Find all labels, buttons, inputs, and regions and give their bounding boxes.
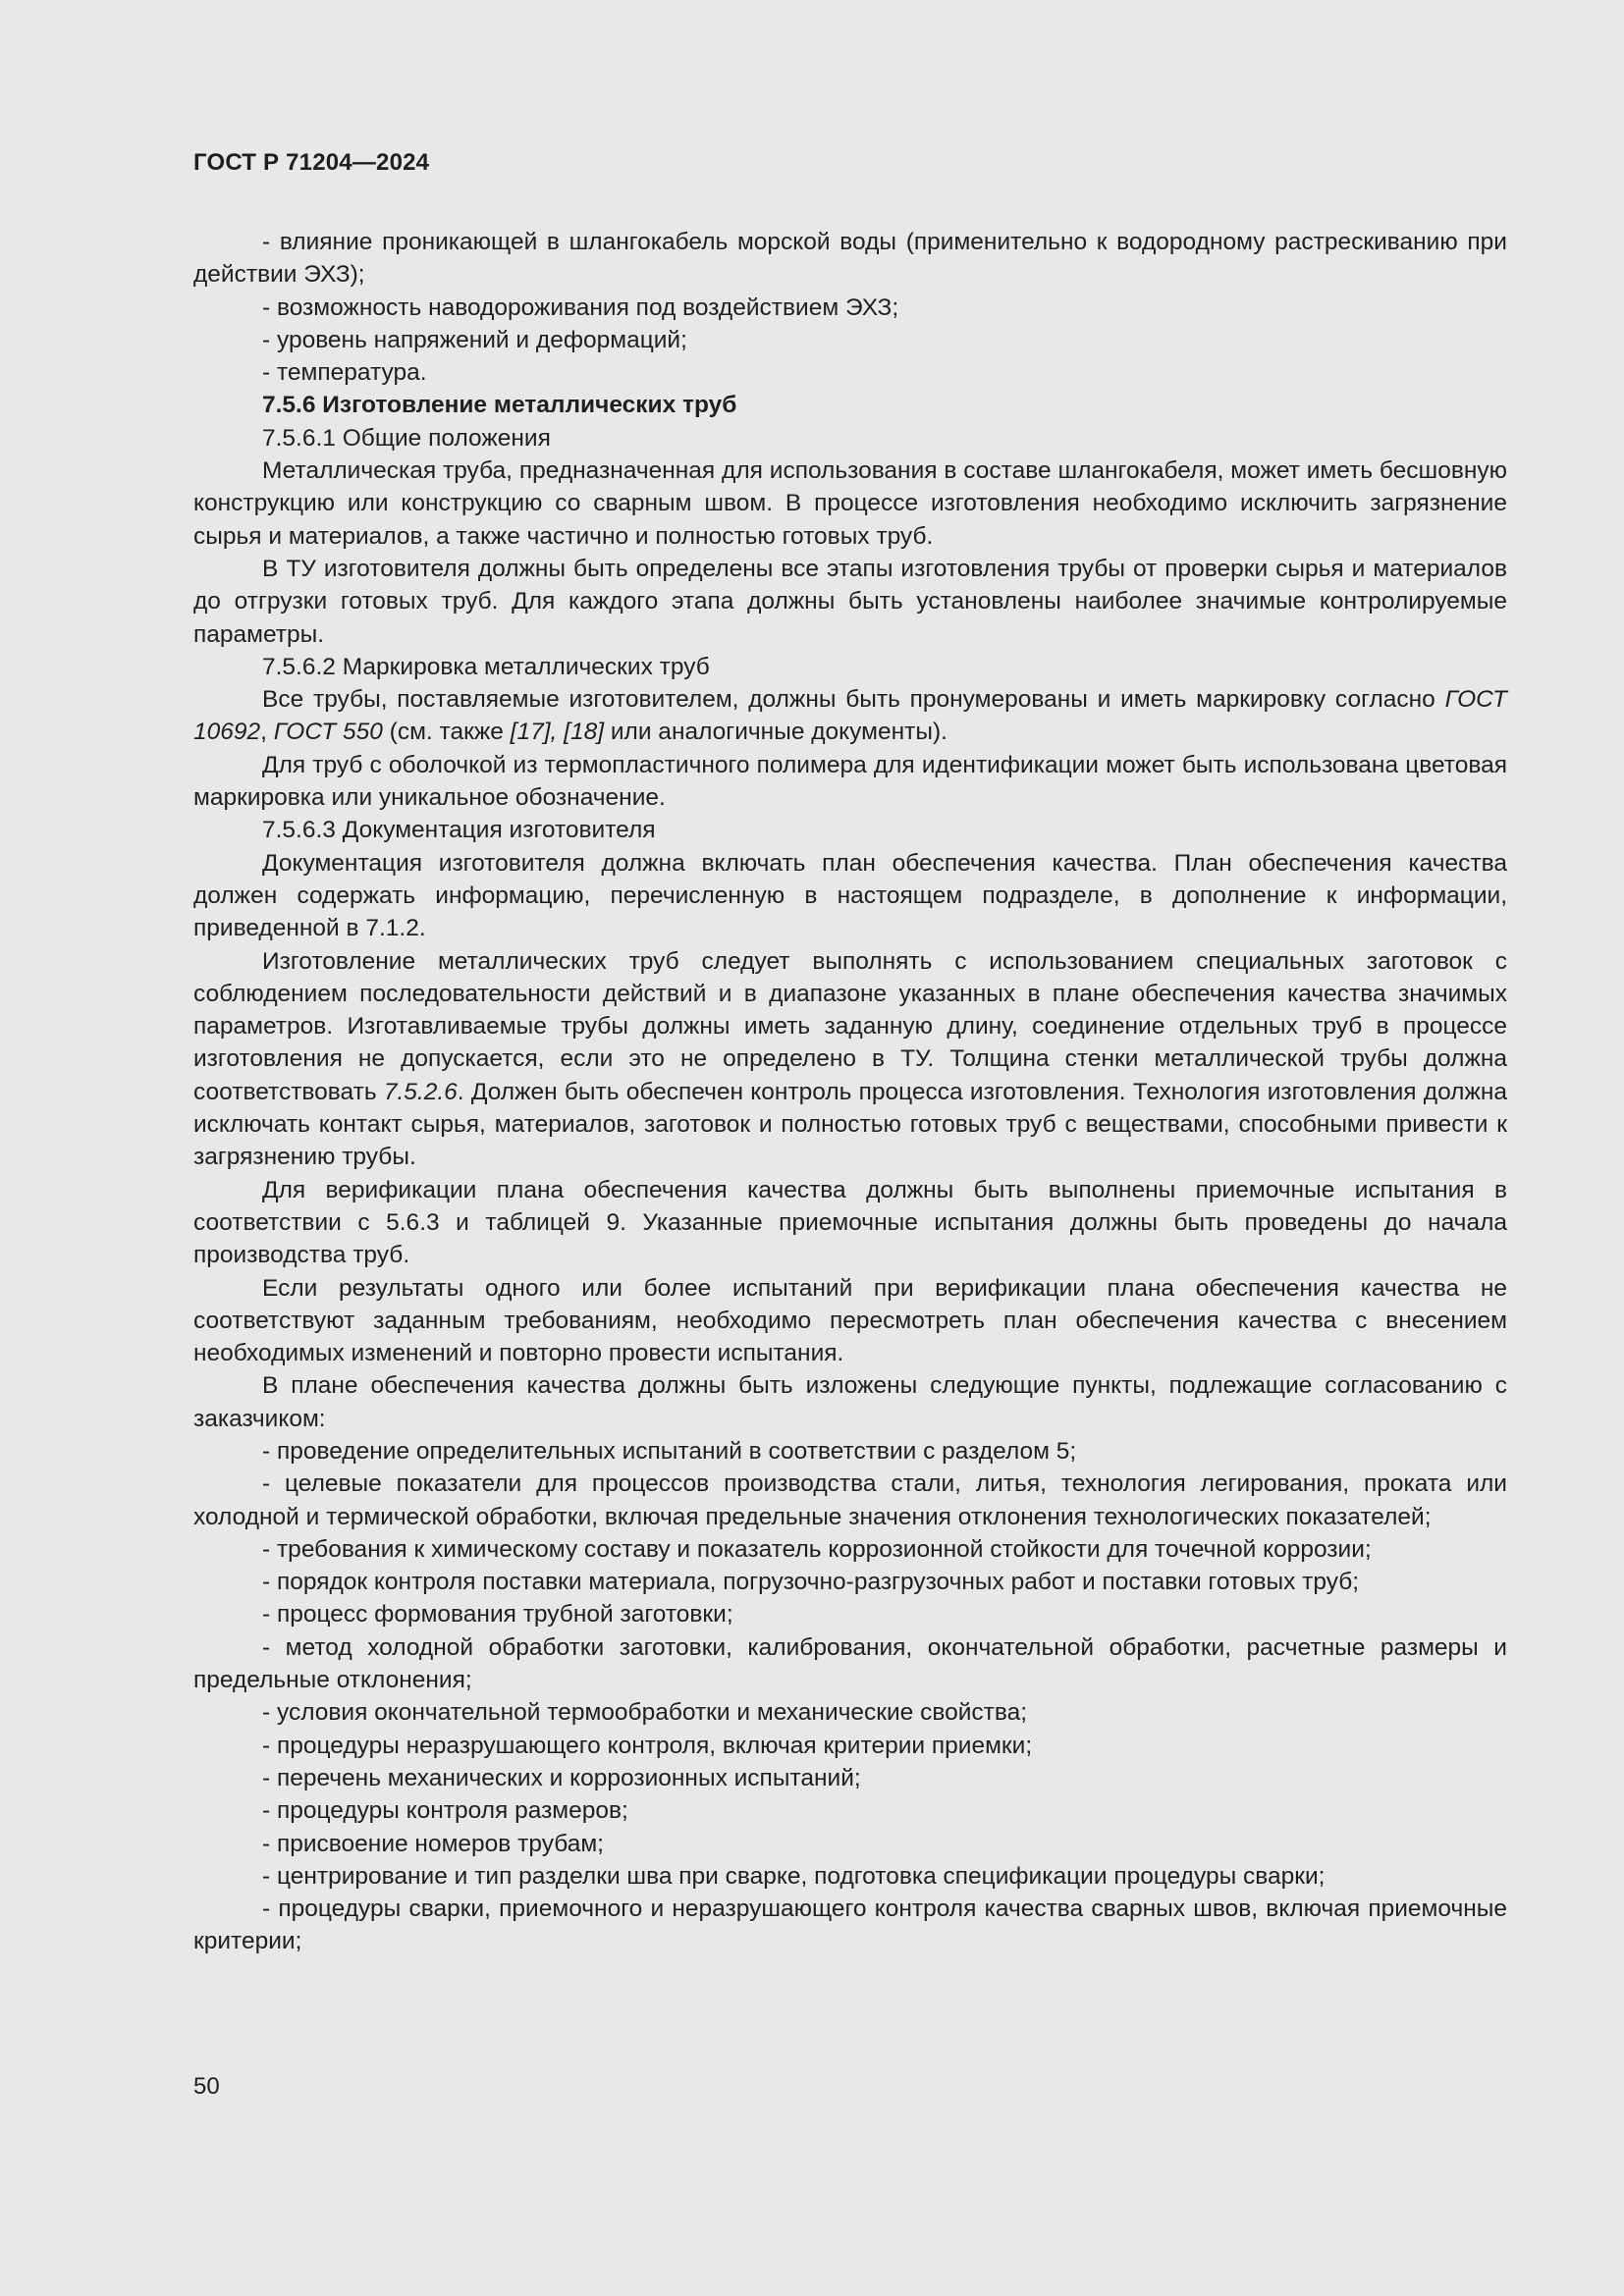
section-heading-7-5-6: 7.5.6 Изготовление металлических труб: [262, 392, 737, 419]
text-run: или аналогичные документы).: [604, 719, 947, 746]
list-item: - требования к химическому составу и показатель коррозионной стойкости для точечной коррозии;: [262, 1535, 1372, 1563]
text-run: . Должен быть обеспечен контроль процесса изготовления. Технология изготовления должна исключать контакт сырья, материалов, заготовок и полностью готовых труб с веществами, способными привести к загрязнению трубы.: [193, 1078, 1507, 1171]
list-item: - возможность наводороживания под воздействием ЭХЗ;: [262, 294, 899, 321]
standard-reference: ГОСТ 10692: [193, 686, 1507, 746]
standard-reference: ГОСТ 550: [273, 719, 383, 746]
paragraph: В ТУ изготовителя должны быть определены все этапы изготовления трубы от проверки сырья и материалов до отгрузки готовых труб. Для каждого этапа должны быть установлены наиболее значимые контролируемые параметры.: [193, 555, 1507, 648]
list-item: - перечень механических и коррозионных испытаний;: [262, 1764, 861, 1791]
list-item: - влияние проникающей в шлангокабель морской воды (применительно к водородному растрескиванию при действии ЭХЗ);: [193, 229, 1507, 289]
list-item: - целевые показатели для процессов производства стали, литья, технология легирования, проката или холодной и термической обработки, включая предельные значения отклонения технологических показателей;: [193, 1470, 1507, 1530]
paragraph-manufacturing: [193, 945, 1507, 1174]
list-item: - процесс формования трубной заготовки;: [262, 1601, 733, 1629]
text-run: (см. также: [382, 719, 511, 746]
paragraph: Для верификации плана обеспечения качества должны быть выполнены приемочные испытания в соответствии с 5.6.3 и таблицей 9. Указанные приемочные испытания должны быть проведены до начала производства труб.: [193, 1176, 1507, 1269]
paragraph: Для труб с оболочкой из термопластичного полимера для идентификации может быть использована цветовая маркировка или уникальное обозначение.: [193, 751, 1507, 812]
bibliography-reference: [17], [18]: [510, 719, 605, 746]
list-item: - процедуры неразрушающего контроля, включая критерии приемки;: [262, 1732, 1033, 1759]
page-number: 50: [193, 2073, 220, 2100]
text-run: Изготовление металлических труб следует выполнять с использованием специальных заготовок с соблюдением последовательности действий и в диапазоне указанных в плане обеспечения качества значимых параметров. Изготавливаемые трубы должны иметь заданную длину, соединение отдельных труб в процессе изготовления не допускается, если это не определено в ТУ. Толщина стенки металлической трубы должна соответствовать: [193, 947, 1507, 1105]
list-item: - температура.: [262, 359, 427, 387]
document-body: [193, 226, 1507, 1958]
list-item: - процедуры сварки, приемочного и неразрушающего контроля качества сварных швов, включая приемочные критерии;: [193, 1896, 1507, 1955]
list-item: - порядок контроля поставки материала, погрузочно-разгрузочных работ и поставки готовых труб;: [262, 1569, 1360, 1596]
clause-reference: 7.5.2.6: [383, 1078, 458, 1105]
list-item: - центрирование и тип разделки шва при сварке, подготовка спецификации процедуры сварки;: [262, 1862, 1326, 1890]
text-run: Все трубы, поставляемые изготовителем, должны быть пронумерованы и иметь маркировку согласно: [262, 686, 1445, 714]
paragraph: Документация изготовителя должна включать план обеспечения качества. План обеспечения качества должен содержать информацию, перечисленную в настоящем подразделе, в дополнение к информации, приведенной в 7.1.2.: [193, 849, 1507, 942]
list-item: - проведение определительных испытаний в соответствии с разделом 5;: [262, 1437, 1077, 1465]
list-item: - метод холодной обработки заготовки, калибрования, окончательной обработки, расчетные размеры и предельные отклонения;: [193, 1633, 1507, 1694]
subsection-heading-7-5-6-3: 7.5.6.3 Документация изготовителя: [262, 817, 656, 844]
text-run: ,: [260, 719, 274, 746]
document-header: ГОСТ Р 71204—2024: [193, 149, 430, 176]
paragraph-marking: [193, 683, 1507, 749]
paragraph: Металлическая труба, предназначенная для использования в составе шлангокабеля, может иметь бесшовную конструкцию или конструкцию со сварным швом. В процессе изготовления необходимо исключить загрязнение сырья и материалов, а также частично и полностью готовых труб.: [193, 457, 1507, 550]
subsection-heading-7-5-6-2: 7.5.6.2 Маркировка металлических труб: [262, 653, 710, 680]
subsection-heading-7-5-6-1: 7.5.6.1 Общие положения: [262, 424, 551, 452]
paragraph: Если результаты одного или более испытаний при верификации плана обеспечения качества не соответствуют заданным требованиям, необходимо пересмотреть план обеспечения качества с внесением необходимых изменений и повторно провести испытания.: [193, 1274, 1507, 1367]
list-item: - процедуры контроля размеров;: [262, 1797, 628, 1825]
list-item: - условия окончательной термообработки и механические свойства;: [262, 1699, 1028, 1727]
paragraph: В плане обеспечения качества должны быть изложены следующие пункты, подлежащие согласованию с заказчиком:: [193, 1372, 1507, 1432]
list-item: - уровень напряжений и деформаций;: [262, 326, 687, 353]
list-item: - присвоение номеров трубам;: [262, 1830, 604, 1857]
